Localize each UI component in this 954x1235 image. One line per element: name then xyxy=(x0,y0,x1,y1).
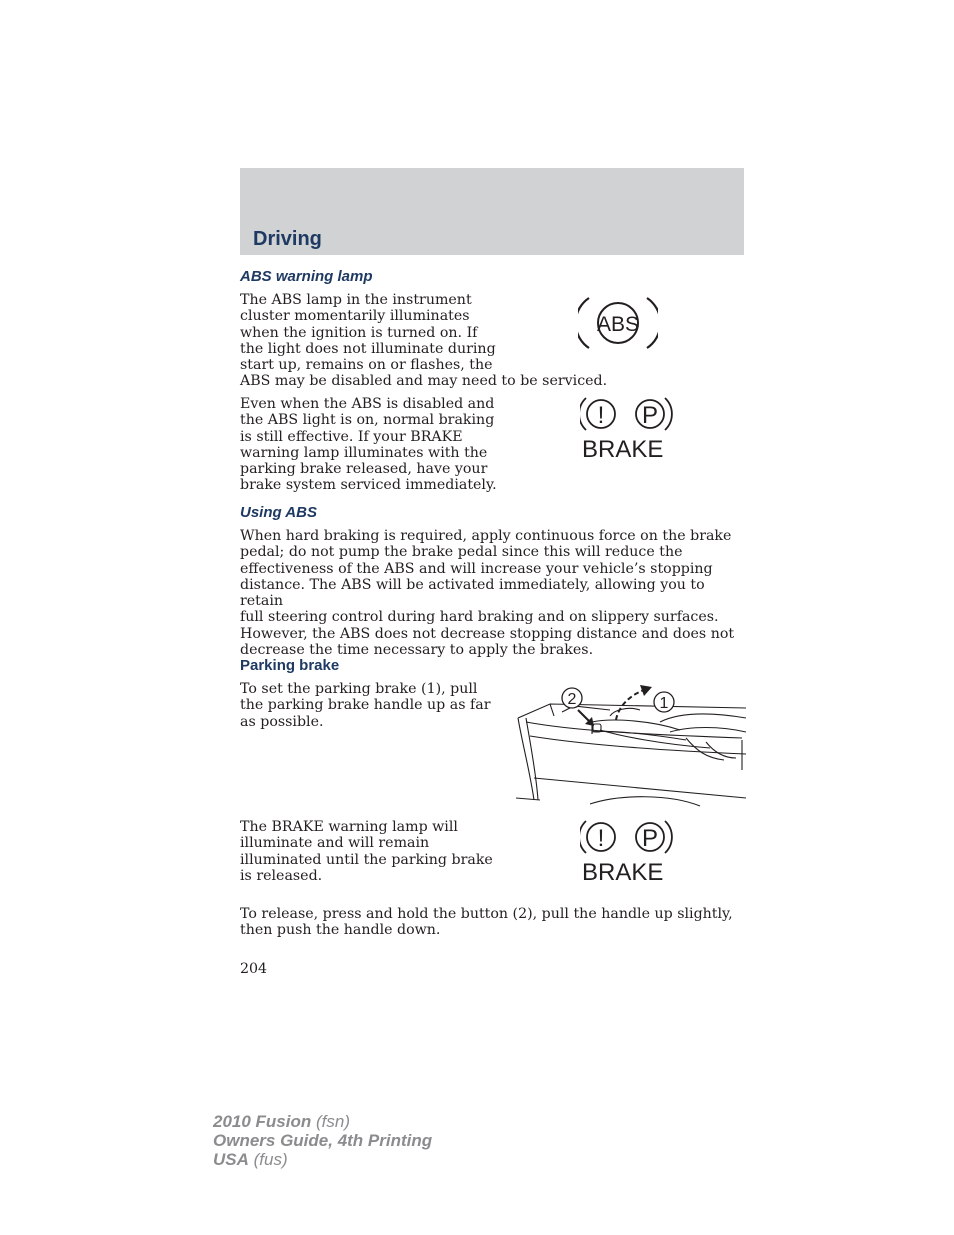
section-title: Driving xyxy=(253,228,322,250)
text-line: illuminate and will remain xyxy=(240,835,430,852)
text-line: ABS may be disabled and may need to be serviced. xyxy=(240,373,608,390)
text-line: However, the ABS does not decrease stopping distance and does not xyxy=(240,625,735,642)
text-line: distance. The ABS will be activated immediately, allowing you to retain xyxy=(240,576,705,610)
text-line: illuminated until the parking brake xyxy=(240,851,493,868)
parking-brake-heading: Parking brake xyxy=(240,657,340,674)
brake-label: BRAKE xyxy=(582,436,664,462)
text-line: the ABS light is on, normal braking xyxy=(240,412,495,429)
text-line: brake system serviced immediately. xyxy=(240,477,497,494)
parking-brake-illustration xyxy=(510,682,748,808)
text-line: cluster momentarily illuminates xyxy=(240,308,470,325)
parking-brake-warning-paragraph xyxy=(240,819,500,884)
text-line: decrease the time necessary to apply the brakes. xyxy=(240,642,594,659)
page-number: 204 xyxy=(240,961,268,977)
footer-market-code: (fus) xyxy=(248,1150,288,1169)
abs-warning-heading: ABS warning lamp xyxy=(240,268,373,285)
parking-p-icon: P xyxy=(641,825,659,852)
parking-brake-release-paragraph xyxy=(240,906,740,939)
text-line: the parking brake handle up as far xyxy=(240,697,491,714)
brake-lamp-icon xyxy=(580,396,675,462)
using-abs-paragraph xyxy=(240,528,740,658)
text-line: start up, remains on or flashes, the xyxy=(240,357,493,374)
abs-lamp-icon xyxy=(578,294,658,354)
text-line: is released. xyxy=(240,867,323,884)
parking-brake-set-paragraph xyxy=(240,681,500,730)
text-line: then push the handle down. xyxy=(240,922,441,939)
abs-icon-label: ABS xyxy=(596,313,640,336)
callout-1: 1 xyxy=(659,695,669,712)
footer-market: USA xyxy=(213,1150,249,1169)
brake-label: BRAKE xyxy=(582,859,664,885)
text-line: The ABS lamp in the instrument xyxy=(240,292,472,308)
footer-model: 2010 Fusion xyxy=(213,1112,312,1131)
footer-model-code: (fsn) xyxy=(311,1112,350,1131)
text-line: The BRAKE warning lamp will xyxy=(240,819,458,835)
text-line: To set the parking brake (1), pull xyxy=(240,681,478,697)
text-line: when the ignition is turned on. If xyxy=(240,324,478,341)
footer-printing: Owners Guide, 4th Printing xyxy=(213,1131,433,1150)
using-abs-heading: Using ABS xyxy=(240,504,317,521)
text-line: full steering control during hard braking and on slippery surfaces. xyxy=(240,609,719,626)
text-line: pedal; do not pump the brake pedal since this will reduce the xyxy=(240,544,683,561)
brake-lamp-icon xyxy=(580,819,675,885)
text-line: To release, press and hold the button (2), pull the handle up slightly, xyxy=(240,906,733,922)
text-line: When hard braking is required, apply continuous force on the brake xyxy=(240,528,732,544)
text-line: warning lamp illuminates with the xyxy=(240,444,488,461)
footer-edition-info xyxy=(213,1112,432,1169)
callout-2: 2 xyxy=(567,691,577,708)
exclaim-icon: ! xyxy=(597,825,605,852)
text-line: the light does not illuminate during xyxy=(240,340,496,357)
text-line: parking brake released, have your xyxy=(240,461,488,478)
text-line: as possible. xyxy=(240,713,324,730)
abs-paragraph-2 xyxy=(240,396,540,494)
exclaim-icon: ! xyxy=(597,402,605,429)
parking-p-icon: P xyxy=(641,402,659,429)
text-line: effectiveness of the ABS and will increase your vehicle’s stopping xyxy=(240,560,713,577)
text-line: Even when the ABS is disabled and xyxy=(240,396,495,412)
text-line: is still effective. If your BRAKE xyxy=(240,428,463,445)
